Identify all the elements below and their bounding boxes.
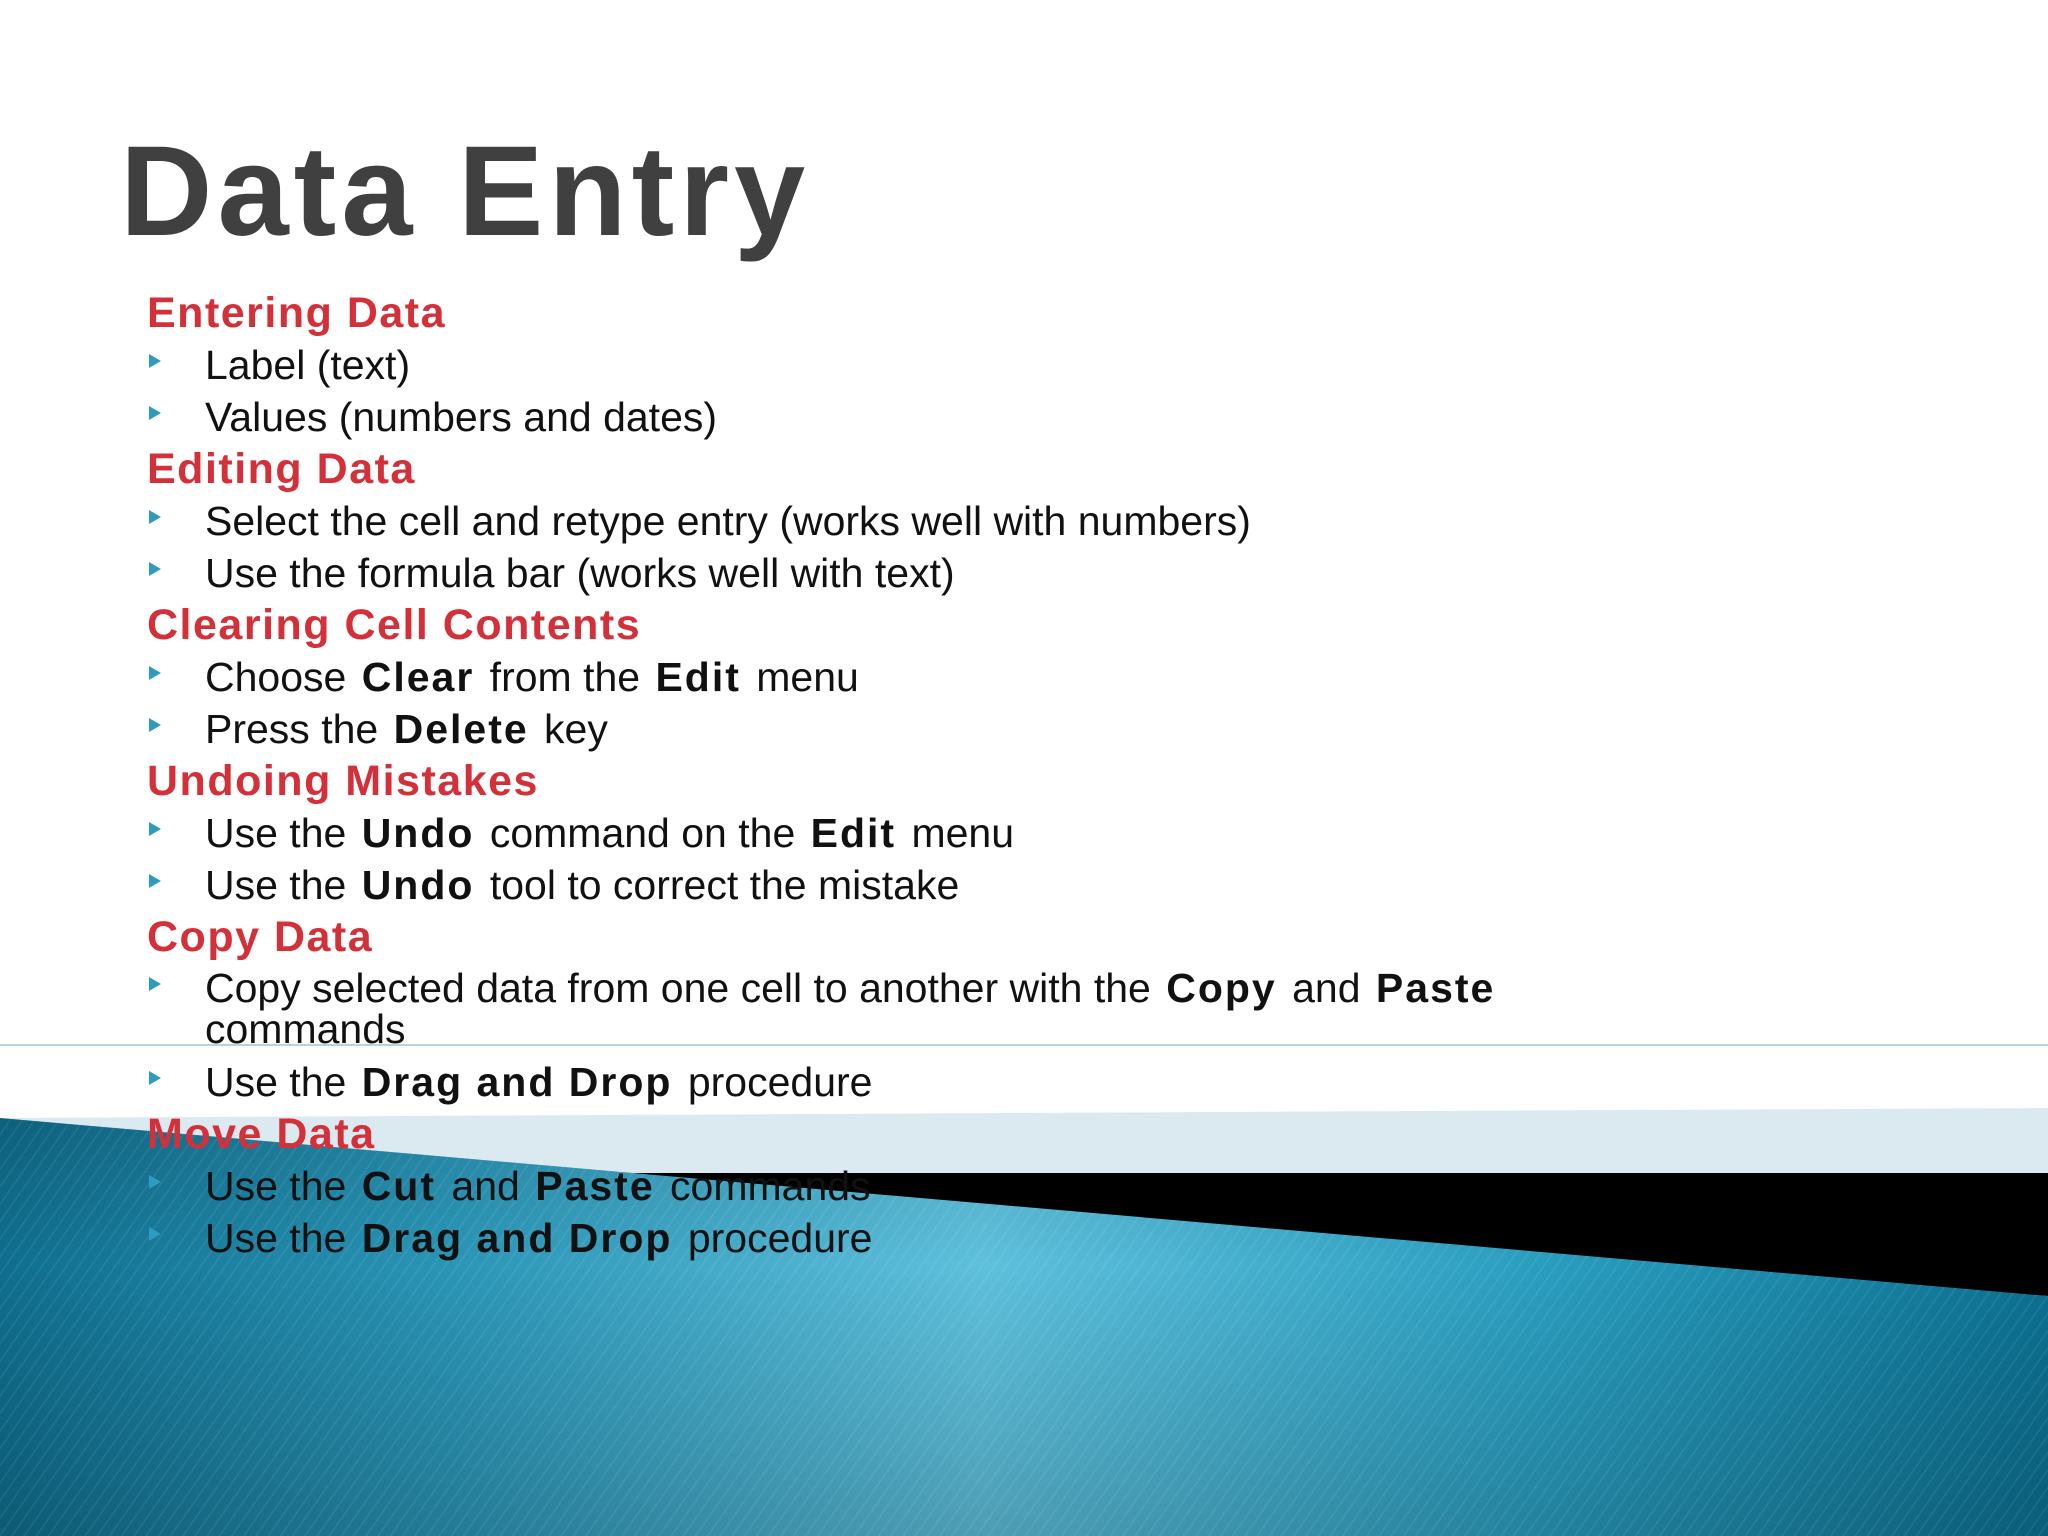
bullet-text: Use the: [205, 1215, 358, 1261]
bullet-text: commands: [658, 1163, 871, 1209]
bullet-text: Choose: [205, 654, 358, 700]
bullet-item: [147, 703, 1597, 755]
bold-keyword: Copy: [1166, 965, 1277, 1011]
triangle-bullet-icon: [149, 1175, 161, 1189]
bullet-text: from the: [478, 654, 652, 700]
bold-keyword: Paste: [535, 1163, 655, 1209]
section-heading: Copy Data: [147, 913, 374, 961]
triangle-bullet-icon: [149, 977, 161, 991]
bullet-text: and: [1280, 965, 1372, 1011]
triangle-bullet-icon: [149, 666, 161, 680]
bullet-text: and: [440, 1163, 532, 1209]
triangle-bullet-icon: [149, 874, 161, 888]
bullet-text: Use the formula bar (works well with text): [205, 550, 955, 596]
bold-keyword: Drag and Drop: [361, 1215, 673, 1261]
slide-title: Data Entry: [120, 120, 811, 263]
bullet-item: [147, 391, 1597, 443]
bullet-text: menu: [744, 654, 859, 700]
bullet-text: Press the: [205, 706, 390, 752]
bullet-item: [147, 339, 1597, 391]
bullet-text: commands: [205, 1006, 406, 1052]
bold-keyword: Undo: [361, 810, 475, 856]
bullet-item: [147, 963, 1597, 1056]
bullet-text: command on the: [478, 810, 807, 856]
triangle-bullet-icon: [149, 354, 161, 368]
bullet-text: tool to correct the mistake: [478, 862, 960, 908]
section-heading: Editing Data: [147, 445, 416, 493]
bold-keyword: Drag and Drop: [361, 1059, 673, 1105]
bullet-text: Copy selected data from one cell to another with the: [205, 965, 1163, 1011]
bullet-text: Label (text): [205, 342, 411, 388]
triangle-bullet-icon: [149, 718, 161, 732]
bullet-item: [147, 1056, 1597, 1108]
bold-keyword: Paste: [1375, 965, 1496, 1011]
bullet-item: [147, 859, 1597, 911]
bullet-item: [147, 1212, 1597, 1264]
bold-keyword: Edit: [810, 810, 897, 856]
triangle-bullet-icon: [149, 562, 161, 576]
section-heading: Clearing Cell Contents: [147, 601, 642, 649]
section-heading: Entering Data: [147, 289, 447, 337]
triangle-bullet-icon: [149, 510, 161, 524]
bold-keyword: Undo: [361, 862, 475, 908]
bold-keyword: Edit: [655, 654, 741, 700]
bullet-item: [147, 1160, 1597, 1212]
bold-keyword: Clear: [361, 654, 475, 700]
bold-keyword: Delete: [393, 706, 529, 752]
bullet-text: menu: [900, 810, 1015, 856]
bold-keyword: Cut: [361, 1163, 437, 1209]
triangle-bullet-icon: [149, 1227, 161, 1241]
bullet-text: Use the: [205, 810, 358, 856]
bullet-text: Use the: [205, 1163, 358, 1209]
triangle-bullet-icon: [149, 1071, 161, 1085]
bullet-text: Use the: [205, 1059, 358, 1105]
section-heading: Undoing Mistakes: [147, 757, 539, 805]
section-heading: Move Data: [147, 1110, 376, 1158]
bullet-outline: [147, 287, 1597, 1264]
triangle-bullet-icon: [149, 406, 161, 420]
bullet-text: Use the: [205, 862, 358, 908]
bullet-item: [147, 495, 1597, 547]
bullet-text: procedure: [676, 1059, 873, 1105]
bullet-item: [147, 651, 1597, 703]
bullet-item: [147, 547, 1597, 599]
bullet-text: Values (numbers and dates): [205, 394, 718, 440]
triangle-bullet-icon: [149, 822, 161, 836]
bullet-item: [147, 807, 1597, 859]
bullet-text: Select the cell and retype entry (works well with numbers): [205, 498, 1251, 544]
bullet-text: key: [532, 706, 608, 752]
bullet-text: procedure: [676, 1215, 873, 1261]
